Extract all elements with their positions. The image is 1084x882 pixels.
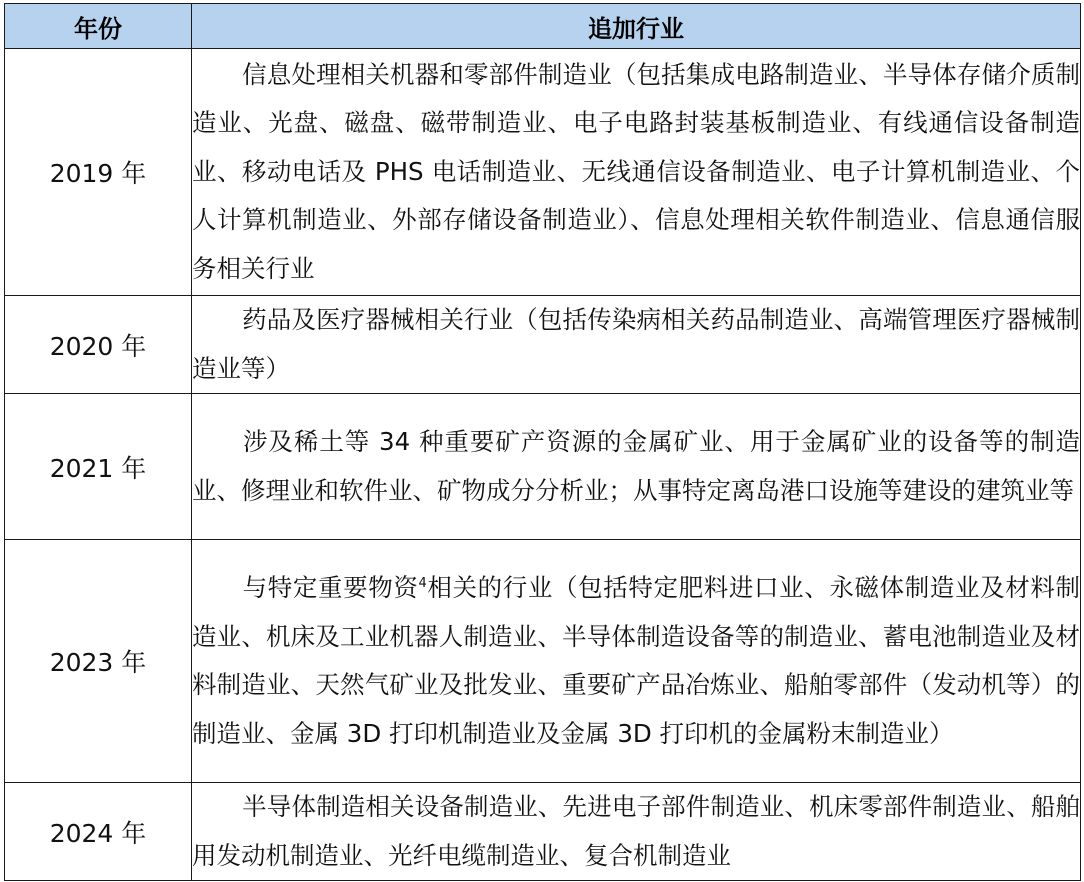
table-row: [5, 540, 1081, 783]
industry-cell: [192, 540, 1081, 783]
year-cell: 2019 年: [5, 49, 192, 296]
header-industry: 追加行业: [192, 4, 1081, 49]
industry-cell: [192, 49, 1081, 296]
industry-text: 涉及稀土等 34 种重要矿产资源的金属矿业、用于金属矿业的设备等的制造业、修理业和软件业、矿物成分分析业；从事特定离岛港口设施等建设的建筑业等: [192, 427, 1080, 505]
year-cell: 2023 年: [5, 540, 192, 783]
header-row: [5, 4, 1081, 49]
table-row: [5, 49, 1081, 296]
industry-cell: [192, 296, 1081, 394]
year-cell: 2020 年: [5, 296, 192, 394]
industry-text: 信息处理相关机器和零部件制造业（包括集成电路制造业、半导体存储介质制造业、光盘、磁盘、磁带制造业、电子电路封装基板制造业、有线通信设备制造业、移动电话及 PHS 电话制造业、无线通信设备制造业、电子计算机制造业、个人计算机制造业、外部存储设备制造业）、信息处理相关软件制造业、信息通信服务相关行业: [192, 59, 1080, 283]
industry-cell: [192, 783, 1081, 881]
industry-cell: [192, 394, 1081, 540]
industry-text: 药品及医疗器械相关行业（包括传染病相关药品制造业、高端管理医疗器械制造业等）: [192, 305, 1080, 383]
table-row: [5, 296, 1081, 394]
year-cell: 2024 年: [5, 783, 192, 881]
table-row: [5, 394, 1081, 540]
footnote-marker: 4: [418, 575, 427, 591]
industry-text: 相关的行业（包括特定肥料进口业、永磁体制造业及材料制造业、机床及工业机器人制造业、半导体制造设备等的制造业、蓄电池制造业及材料制造业、天然气矿业及批发业、重要矿产品冶炼业、船舶零部件（发动机等）的制造业、金属 3D 打印机制造业及金属 3D 打印机的金属粉末制造业）: [192, 573, 1081, 748]
industry-text: 半导体制造相关设备制造业、先进电子部件制造业、机床零部件制造业、船舶用发动机制造业、光纤电缆制造业、复合机制造业: [192, 792, 1080, 870]
table-row: [5, 783, 1081, 881]
year-cell: 2021 年: [5, 394, 192, 540]
header-year: 年份: [5, 4, 192, 49]
industry-table: [4, 3, 1081, 881]
industry-text-pre: 与特定重要物资: [242, 573, 419, 602]
